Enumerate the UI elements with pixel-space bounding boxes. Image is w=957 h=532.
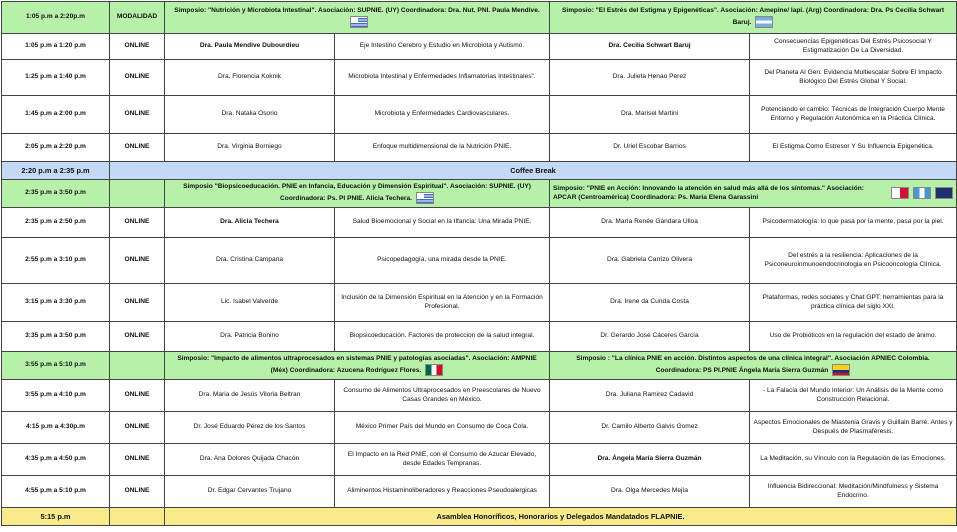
topic-cell: Uso de Probióticos en la regulación del estado de ánimo.: [750, 322, 957, 352]
topic-cell: Biopsicoeducación. Factores de proteccion de la salud integral.: [335, 322, 550, 352]
speaker-cell: Dr. Uriel Escobar Barrios: [550, 134, 750, 162]
speaker-cell: Dra. Virginia Borniego: [165, 134, 335, 162]
topic-cell: Consecuencias Epigenéticas Del Estrés Psicosocial Y Estigmatización De La Diversidad.: [750, 34, 957, 60]
modality-cell: ONLINE: [110, 208, 165, 238]
modality-cell: ONLINE: [110, 284, 165, 322]
topic-cell: La Meditación, su Vínculo con la Regulación de las Emociones.: [750, 444, 957, 476]
symposium-title: Simposio: "Nutrición y Microbiota Intestinal". Asociación: SUPNIE. (UY) Coordinadora: Dra. Nut. PNI. Paula Mendive.: [174, 7, 540, 15]
table-row: [2, 476, 957, 508]
speaker-cell: Dra. Ana Dolores Quijada Chacón: [165, 444, 335, 476]
time-cell: 1:05 p.m a 1:20 p.m: [2, 34, 110, 60]
symposium-left: [165, 2, 550, 34]
speaker-cell: Dr. José Eduardo Pérez de los Santos: [165, 412, 335, 444]
coffee-break-row: [2, 162, 957, 180]
topic-cell: - La Falacia del Mundo Interior: Un Análisis de la Mente como Construcción Relacional.: [750, 380, 957, 412]
speaker-cell: Dr. Edgar Cervantes Trujano: [165, 476, 335, 508]
symposium-left: [165, 180, 550, 208]
modality-cell: ONLINE: [110, 60, 165, 96]
break-label: Coffee Break: [110, 162, 957, 180]
modality-cell: ONLINE: [110, 412, 165, 444]
topic-cell: Psicodermatología: lo que pasa por la mente, pasa por la piel.: [750, 208, 957, 238]
speaker-cell: Dra. Cecilia Schwart Baruj: [550, 34, 750, 60]
mexico-flag-icon: [425, 364, 443, 376]
speaker-cell: Dra. Irene da Cunda Costa: [550, 284, 750, 322]
modality-cell: ONLINE: [110, 238, 165, 284]
time-cell: 3:35 p.m a 3:50 p.m: [2, 322, 110, 352]
uruguay-flag-icon: [350, 16, 368, 28]
symposium-right: [550, 180, 957, 208]
speaker-cell: Dra. María Renée Gándara Ulloa: [550, 208, 750, 238]
symposium-title: Simposio "Biopsicoeducación. PNIE en Infancia, Educación y Dimensión Espiritual". Asociación: SUPNIE. (UY) Coordinadora: Ps. PI PNIE. Alicia Techera.: [183, 183, 531, 202]
time-cell: 2:35 p.m a 3:50 p.m: [2, 180, 110, 208]
symposium-title: Simposio : "La clínica PNIE en acción. Distintos aspectos de una clínica integral". Asociación APNIEC Colombia. Coordinadora: PS PI.PNIE Ángela María Sierra Guzmán: [576, 355, 930, 374]
modality-cell: ONLINE: [110, 134, 165, 162]
assembly-label: Asamblea Honoríficos, Honorarios y Delegados Mandatados FLAPNIE.: [165, 508, 957, 526]
speaker-cell: Dra. Ángela María Sierra Guzmán: [550, 444, 750, 476]
table-row: [2, 444, 957, 476]
table-row: [2, 96, 957, 134]
guatemala-flag-icon: [913, 187, 931, 199]
topic-cell: Aliminentos Histaminoliberadores y Reacciones Pseudoalergicas: [335, 476, 550, 508]
schedule-table: [1, 1, 957, 526]
time-cell: 5:15 p.m: [2, 508, 110, 526]
topic-cell: México Primer País del Mundo en Consumo de Coca Cola.: [335, 412, 550, 444]
speaker-cell: Dra. Julieta Henao Perez: [550, 60, 750, 96]
symposium-row-2: [2, 180, 957, 208]
speaker-cell: Dra. Natalia Osorio: [165, 96, 335, 134]
table-row: [2, 322, 957, 352]
time-cell: 3:15 p.m a 3:30 p.m: [2, 284, 110, 322]
table-row: [2, 134, 957, 162]
topic-cell: El Impacto en la Red PNIE, con el Consumo de Azucar Elevado, desde Edades Tempranas.: [335, 444, 550, 476]
speaker-cell: Lic. Isabel Valverde: [165, 284, 335, 322]
modality-cell: ONLINE: [110, 96, 165, 134]
speaker-cell: Dra. Paula Mendive Dubourdieu: [165, 34, 335, 60]
speaker-cell: Dra. Marisel Martini: [550, 96, 750, 134]
table-row: [2, 60, 957, 96]
table-row: [2, 284, 957, 322]
time-cell: 4:35 p.m a 4:50 p.m: [2, 444, 110, 476]
topic-cell: El Estigma Como Estresor Y Su Influencia Epigenética.: [750, 134, 957, 162]
topic-cell: Psicopedagogía, una mirada desde la PNIE.: [335, 238, 550, 284]
assembly-row: [2, 508, 957, 526]
topic-cell: Potenciando el cambio: Técnicas de Integración Cuerpo Mente Entorno y Regulación Autonómica en la Práctica Clínica.: [750, 96, 957, 134]
speaker-cell: Dra. Gabriela Carrizo Olivera: [550, 238, 750, 284]
speaker-cell: Dra. Alicia Techera: [165, 208, 335, 238]
symposium-title: Simposio: "PNIE en Acción: Innovando la atención en salud más allá de los síntomas." Asociación: APCAR (Centroamérica) Coordinadora: Ps. María Elena Garassini: [553, 184, 864, 201]
topic-cell: Microbiota y Enfermedades Cardiovasculares.: [335, 96, 550, 134]
uruguay-flag-icon: [416, 192, 434, 204]
speaker-cell: Dra. Maria de Jesús Viloria Beltran: [165, 380, 335, 412]
table-row: [2, 412, 957, 444]
speaker-cell: Dra. Juliana Ramirez Cadavid: [550, 380, 750, 412]
time-cell: 3:55 p.m a 5:10 p.m: [2, 352, 110, 380]
colombia-flag-icon: [832, 364, 850, 376]
modality-cell: ONLINE: [110, 322, 165, 352]
table-row: [2, 238, 957, 284]
symposium-right: [550, 352, 957, 380]
time-cell: 2:20 p.m a 2:35 p.m: [2, 162, 110, 180]
panama-flag-icon: [891, 187, 909, 199]
topic-cell: Microbiota Intestinal y Enfermedades Inflamatorias Intestinales".: [335, 60, 550, 96]
modality-cell: ONLINE: [110, 444, 165, 476]
topic-cell: Salud Bioemocional y Social en la Ilfancia: Una Mirada PNIE.: [335, 208, 550, 238]
symposium-title: Simposio: "El Estrés del Estigma y Epigenéticas". Asociación: Amepine/ Iapi. (Arg) Coordinadora: Dra. Ps Cecilia Schwart Baruj.: [561, 7, 945, 26]
time-cell: 4:55 p.m a 5:10 p.m: [2, 476, 110, 508]
table-row: [2, 380, 957, 412]
speaker-cell: Dra. Olga Mercedes Mejía: [550, 476, 750, 508]
time-cell: 2:55 p.m a 3:10 p.m: [2, 238, 110, 284]
modalidad-header: MODALIDAD: [110, 2, 165, 34]
topic-cell: Aspectos Emocionales de Miastenia Gravis y Guillain Barré. Antes y Después de Plasmaféresis.: [750, 412, 957, 444]
time-cell: 1:25 p.m a 1:40 p.m: [2, 60, 110, 96]
modality-cell: [110, 352, 165, 380]
speaker-cell: Dra. Patricia Bonino: [165, 322, 335, 352]
topic-cell: Del estrés a la resiliencia: Aplicaciones de la Psiconeuroinmunoendocrinologia en Psicooncología Clínica.: [750, 238, 957, 284]
table-row: [2, 208, 957, 238]
speaker-cell: Dra. Cristina Campana: [165, 238, 335, 284]
symposium-left: [165, 352, 550, 380]
topic-cell: Plataformas, redes sociales y Chat GPT: herramientas para la práctica clínica del siglo XXI.: [750, 284, 957, 322]
modality-cell: [110, 508, 165, 526]
topic-cell: Del Planeta Al Gen: Evidencia Multiescalar Sobre El Impacto Biológico Del Estrés Global Y Social.: [750, 60, 957, 96]
modality-cell: ONLINE: [110, 380, 165, 412]
time-cell: 2:05 p.m a 2:20 p.m: [2, 134, 110, 162]
speaker-cell: Dra. Florencia Koknik: [165, 60, 335, 96]
table-row: [2, 34, 957, 60]
modality-cell: ONLINE: [110, 476, 165, 508]
flag-icon: [935, 187, 953, 199]
speaker-cell: Dr. Gerardo José Cáceres García: [550, 322, 750, 352]
argentina-flag-icon: [755, 16, 773, 28]
topic-cell: Influencia Bidireccional: Meditación/Mindfulness y Sistema Endocrino.: [750, 476, 957, 508]
time-cell: 1:45 p.m a 2:00 p.m: [2, 96, 110, 134]
topic-cell: Inclusión de la Dimensión Espiritual en la Atención y en la Formación Profesional.: [335, 284, 550, 322]
time-cell: 2:35 p.m a 2:50 p.m: [2, 208, 110, 238]
symposium-title: Simposio: "Impacto de alimentos ultraprocesados en sistemas PNIE y patologías asociadas". Asociación: AMPNIE (Méx) Coordinadora: Azucena Rodríguez Flores.: [177, 355, 537, 374]
topic-cell: Eje Intestino Cerebro y Estudio en Microbiota y Autismo.: [335, 34, 550, 60]
modality-cell: ONLINE: [110, 34, 165, 60]
time-cell: 3:55 p.m a 4:10 p.m: [2, 380, 110, 412]
time-cell: 1:05 p.m a 2:20p.m: [2, 2, 110, 34]
symposium-right: [550, 2, 957, 34]
time-cell: 4:15 p.m a 4:30p.m: [2, 412, 110, 444]
symposium-row-3: [2, 352, 957, 380]
topic-cell: Enfoque multidimensional de la Nutrición PNIE.: [335, 134, 550, 162]
speaker-cell: Dr. Camilo Alberto Galvis Gomez: [550, 412, 750, 444]
modality-cell: [110, 180, 165, 208]
symposium-row-1: [2, 2, 957, 34]
topic-cell: Consumo de Alimentos Ultraprocesados en Preescolares de Nuevo Casas Grandes en México.: [335, 380, 550, 412]
